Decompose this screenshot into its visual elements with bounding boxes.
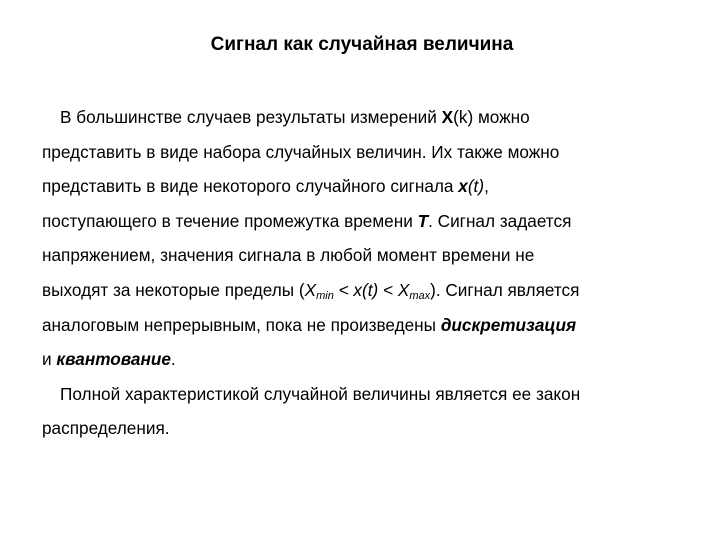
- text-fragment: аналоговым непрерывным, пока не произведены: [42, 314, 441, 335]
- subscript-max: max: [409, 289, 431, 302]
- text-fragment: выходят за некоторые пределы (: [42, 279, 305, 300]
- paragraph-1-line-3: [42, 169, 710, 204]
- slide-body: [42, 100, 710, 446]
- paragraph-1-line-1: [42, 100, 710, 135]
- text-fragment: и: [42, 349, 57, 370]
- term-quantization: квантование: [56, 349, 171, 370]
- paragraph-1-line-7: [42, 308, 710, 343]
- inequality-middle: < x(t) <: [333, 279, 398, 300]
- term-discretization: дискретизация: [440, 314, 577, 335]
- paragraph-1-line-6: [42, 273, 710, 308]
- paragraph-2-line-2: распределения.: [42, 418, 170, 439]
- slide-title: Сигнал как случайная величина: [210, 34, 514, 55]
- paragraph-1-line-4: [42, 204, 710, 239]
- text-fragment: В большинстве случаев результаты измерений: [60, 107, 442, 127]
- text-fragment: ). Сигнал является: [430, 279, 580, 300]
- paragraph-2-line-1: [42, 377, 710, 412]
- variable-X: X: [441, 107, 454, 127]
- paragraph-1-line-5: напряжением, значения сигнала в любой момент времени не: [42, 245, 535, 266]
- variable-x: x: [458, 176, 468, 197]
- variable-t: (t): [467, 176, 485, 197]
- text-fragment: . Сигнал задается: [428, 210, 572, 231]
- text-fragment: ,: [484, 176, 489, 197]
- paragraph-1-line-2: представить в виде набора случайных величин. Их также можно: [42, 141, 560, 162]
- text-fragment: Полной характеристикой случайной величины является ее закон: [60, 383, 581, 404]
- symbol-X: X: [397, 279, 410, 300]
- text-fragment: поступающего в течение промежутка времени: [42, 210, 418, 231]
- symbol-X: X: [304, 279, 317, 300]
- text-fragment: .: [170, 349, 176, 370]
- subscript-min: min: [316, 289, 334, 302]
- variable-Xmax: [398, 280, 430, 300]
- paragraph-1-line-8: [42, 342, 710, 377]
- text-fragment: (k) можно: [453, 107, 530, 127]
- variable-Xmin: [305, 280, 334, 300]
- text-fragment: представить в виде некоторого случайного сигнала: [42, 176, 459, 197]
- variable-T: T: [417, 210, 429, 231]
